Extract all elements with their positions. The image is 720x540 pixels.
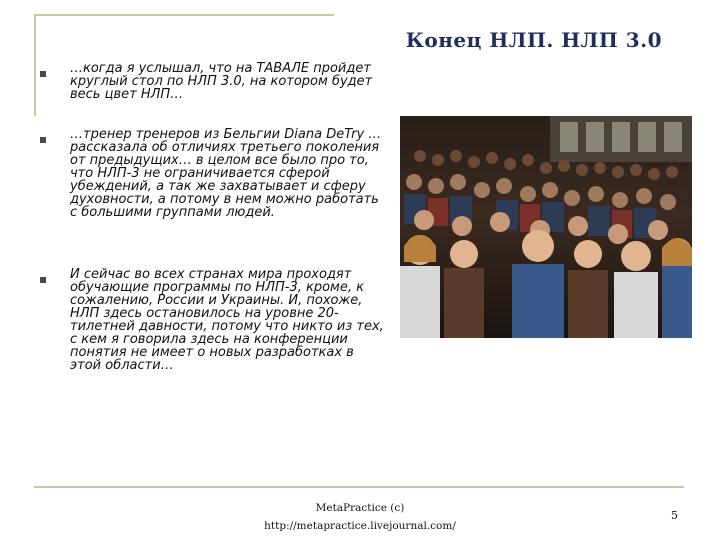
- footer-source-name: MetaPractice (c): [315, 502, 405, 514]
- frame-bottom-line: [34, 486, 684, 488]
- frame-top-line: [34, 14, 334, 16]
- bullet-square-icon: [40, 71, 46, 77]
- bullet-square-icon: [40, 277, 46, 283]
- page-number: 5: [671, 509, 678, 522]
- bullet-text: …когда я услышал, что на ТАВАЛЕ пройдет круглый стол по НЛП 3.0, на котором будет весь цвет НЛП…: [70, 61, 373, 102]
- audience-photo-illustration: [400, 116, 692, 338]
- bullet-text: …тренер тренеров из Бельгии Diana DeTry … рассказала об отличиях третьего поколения от предыдущих… в целом все было про то, что НЛП-3 не ограничивается сферой убеждений, а так же захватывает и сферу духовности, а потому в нем можно работать с большими группами людей.: [70, 127, 382, 220]
- slide-title: Конец НЛП. НЛП 3.0: [405, 28, 662, 52]
- audience-photo: [400, 116, 692, 338]
- bullet-square-icon: [40, 137, 46, 143]
- bullet-text: И сейчас во всех странах мира проходят обучающие программы по НЛП-3, кроме, к сожалению, России и Украины. И, похоже, НЛП здесь остановилось на уровне 20-тилетней давности, потому что никто из тех, с кем я говорила здесь на конференции понятия не имеет о новых разработках в этой области…: [70, 267, 384, 373]
- footer-source: [0, 499, 720, 535]
- footer-source-url: http://metapractice.livejournal.com/: [264, 520, 456, 532]
- frame-vertical-line: [34, 14, 36, 116]
